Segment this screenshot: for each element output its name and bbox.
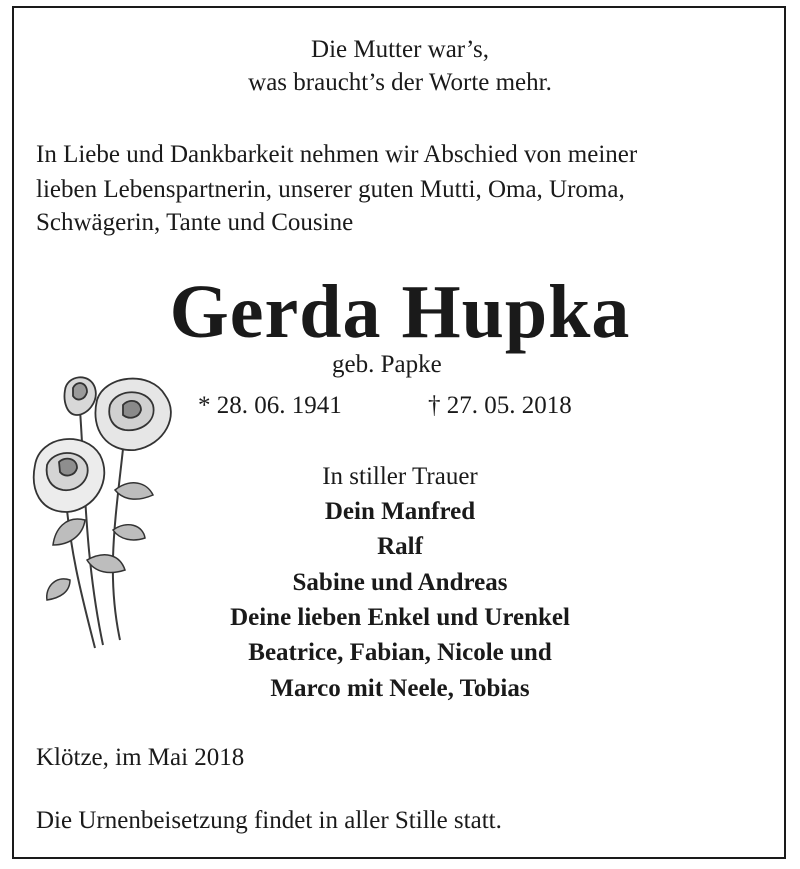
funeral-note: Die Urnenbeisetzung findet in aller Stille statt.	[36, 807, 502, 834]
mourner-line: Marco mit Neele, Tobias	[270, 675, 530, 702]
mourner-line: Sabine und Andreas	[292, 569, 508, 596]
mourner-line: Deine lieben Enkel und Urenkel	[230, 604, 570, 631]
mourner-line: Dein Manfred	[324, 498, 476, 525]
intro-line-2: lieben Lebenspartnerin, unserer guten Mutti, Oma, Uroma,	[36, 176, 625, 203]
motto-line-2: was braucht’s der Worte mehr.	[248, 69, 552, 96]
roses-icon	[25, 370, 185, 650]
death-date: † 27. 05. 2018	[428, 392, 572, 419]
birth-date: * 28. 06. 1941	[198, 392, 342, 419]
motto-line-1: Die Mutter war’s,	[311, 36, 489, 63]
mourner-line: Beatrice, Fabian, Nicole und	[248, 639, 552, 666]
mourner-line: Ralf	[377, 533, 423, 560]
birth-name: geb. Papke	[332, 351, 442, 378]
intro-line-1: In Liebe und Dankbarkeit nehmen wir Abschied von meiner	[36, 141, 638, 168]
deceased-name: Gerda Hupka	[169, 270, 631, 354]
place-date: Klötze, im Mai 2018	[36, 744, 245, 771]
mourners-heading: In stiller Trauer	[322, 463, 478, 490]
intro-line-3: Schwägerin, Tante und Cousine	[36, 209, 354, 236]
